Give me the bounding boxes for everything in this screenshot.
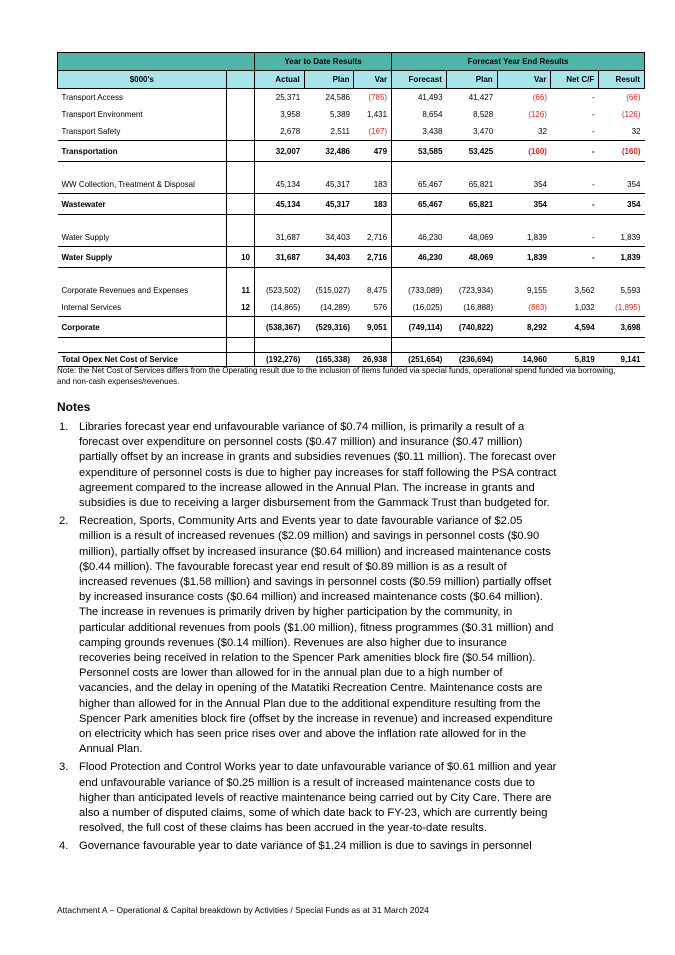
row-note-ref: [226, 89, 254, 107]
column-header-fy-plan: Plan: [446, 71, 497, 89]
table-cell: 45,317: [325, 180, 350, 189]
row-note-ref: [226, 141, 254, 162]
table-cell: -: [551, 194, 599, 215]
row-note-ref: [226, 194, 254, 215]
column-header-ytd-plan: Plan: [304, 71, 354, 89]
table-cell: (749,114): [392, 317, 447, 338]
table-cell: 32,486: [304, 141, 354, 162]
table-cell: -: [551, 141, 599, 162]
table-cell: (14,289): [320, 303, 350, 312]
table-cell: -: [592, 93, 595, 102]
table-cell: (785): [354, 89, 392, 107]
spacer-row: [58, 268, 645, 283]
table-cell: (160): [497, 141, 551, 162]
spacer-cell: [599, 162, 645, 177]
column-header-result: Result: [599, 71, 645, 89]
table-cell: 1,032: [574, 303, 595, 312]
table-cell: 24,586: [325, 93, 350, 102]
spacer-cell: [446, 268, 497, 283]
table-body: [58, 89, 645, 367]
table-cell: 4,594: [551, 317, 599, 338]
row-note-ref: 10: [226, 247, 254, 268]
note-item: [57, 420, 557, 511]
table-cell: (167): [354, 123, 392, 141]
subtotal-row: [58, 317, 645, 338]
column-header-forecast: Forecast: [392, 71, 447, 89]
table-cell: (515,027): [315, 286, 350, 295]
table-cell: (1,895): [615, 303, 641, 312]
spacer-cell: [58, 338, 227, 353]
column-header-ytd-var: Var: [354, 71, 392, 89]
note-number: 4.: [59, 840, 69, 853]
table-cell: (236,694): [446, 353, 497, 367]
spacer-cell: [446, 338, 497, 353]
spacer-cell: [58, 215, 227, 230]
table-cell: 32: [538, 127, 547, 136]
row-note-ref: 11: [226, 282, 254, 299]
table-cell: (740,822): [446, 317, 497, 338]
table-cell: 41,493: [417, 93, 443, 102]
row-label: Transport Safety: [61, 127, 121, 136]
spacer-cell: [392, 338, 447, 353]
table-row: [58, 89, 645, 107]
note-text: Flood Protection and Control Works year to date unfavourable variance of $0.61 million and year end unfavourable variance of $0.25 million is a result of increased maintenance costs due to higher than anticipated levels of reactive maintenance being carried out by City Care. There are also a number of disputed claims, some of which date back to FY-23, which are currently being resolved, the full cost of these claims has been accrued in the year-to-date results.: [79, 761, 557, 835]
note-number: 2.: [59, 515, 69, 528]
table-cell: 9,155: [526, 286, 547, 295]
table-cell: 479: [354, 141, 392, 162]
table-cell: (16,888): [463, 303, 494, 312]
row-label: Corporate: [58, 317, 227, 338]
table-cell: 5,593: [620, 286, 641, 295]
table-cell: (160): [599, 141, 645, 162]
table-cell: 65,821: [468, 180, 494, 189]
spacer-cell: [497, 268, 551, 283]
note-item: [57, 760, 557, 836]
table-cell: 1,431: [354, 106, 392, 123]
note-text: Governance favourable year to date variance of $1.24 million is due to savings in personnel: [79, 840, 532, 853]
spacer-cell: [497, 162, 551, 177]
column-header-fy-var: Var: [497, 71, 551, 89]
page-footer: Attachment A – Operational & Capital breakdown by Activities / Special Funds as at 31 March 2024: [57, 905, 429, 915]
notes-list: [57, 420, 557, 858]
row-label: Total Opex Net Cost of Service: [58, 353, 227, 367]
table-cell: 2,511: [330, 127, 350, 136]
spacer-cell: [254, 268, 304, 283]
table-cell: (538,367): [254, 317, 304, 338]
table-cell: 31,687: [254, 247, 304, 268]
spacer-cell: [254, 215, 304, 230]
table-row: [58, 299, 645, 317]
spacer-cell: [392, 268, 447, 283]
spacer-cell: [354, 338, 392, 353]
table-cell: (165,338): [304, 353, 354, 367]
table-cell: (192,276): [254, 353, 304, 367]
table-cell: 53,585: [392, 141, 447, 162]
table-row: [58, 106, 645, 123]
row-note-ref: [226, 106, 254, 123]
notes-heading: Notes: [57, 400, 91, 414]
row-label: Water Supply: [61, 233, 110, 242]
spacer-cell: [354, 268, 392, 283]
note-number: 1.: [59, 421, 69, 433]
table-cell: (863): [528, 303, 547, 312]
table-cell: 41,427: [468, 93, 494, 102]
table-cell: (14,865): [270, 303, 301, 312]
column-header-label: $000's: [58, 71, 227, 89]
ytd-group-header: Year to Date Results: [254, 53, 391, 71]
table-cell: (16,025): [412, 303, 443, 312]
spacer-cell: [551, 338, 599, 353]
table-cell: (733,089): [408, 286, 443, 295]
forecast-group-header: Forecast Year End Results: [392, 53, 645, 71]
table-cell: 31,687: [275, 233, 301, 242]
table-cell: 8,528: [473, 110, 494, 119]
table-cell: -: [592, 180, 595, 189]
table-cell: (66): [532, 93, 547, 102]
row-label: WW Collection, Treatment & Disposal: [61, 180, 195, 189]
row-label: Internal Services: [61, 303, 122, 312]
table-row: [58, 176, 645, 194]
row-note-ref: [226, 229, 254, 247]
table-cell: 65,467: [417, 180, 443, 189]
spacer-cell: [497, 215, 551, 230]
table-cell: 2,678: [280, 127, 301, 136]
spacer-cell: [226, 338, 254, 353]
spacer-cell: [599, 268, 645, 283]
table-cell: 26,938: [354, 353, 392, 367]
table-cell: 5,389: [329, 110, 350, 119]
row-label: Water Supply: [58, 247, 227, 268]
table-cell: 45,134: [254, 194, 304, 215]
column-header-net-cf: Net C/F: [551, 71, 599, 89]
table-cell: 34,403: [325, 233, 350, 242]
table-cell: -: [551, 247, 599, 268]
note-text: Libraries forecast year end unfavourable variance of $0.74 million, is primarily a result of a forecast over expenditure on personnel costs ($0.47 million) and insurance ($0.47 million) partially offset by an increase in grants and subsidies revenues ($0.11 million). The forecast over expenditure of personnel costs is due to higher pay increases for staff following the PSA contract agreement compared to the increase allowed in the Annual Plan. The increase in grants and subsidies is due to receiving a larger disbursement from the Gammack Trust than budgeted for.: [79, 421, 557, 510]
spacer-cell: [446, 162, 497, 177]
table-cell: 3,698: [599, 317, 645, 338]
table-cell: 14,960: [497, 353, 551, 367]
spacer-cell: [58, 162, 227, 177]
spacer-cell: [392, 162, 447, 177]
spacer-cell: [304, 268, 354, 283]
spacer-row: [58, 162, 645, 177]
subtotal-row: [58, 247, 645, 268]
spacer-cell: [226, 215, 254, 230]
table-cell: 183: [354, 176, 392, 194]
spacer-cell: [304, 162, 354, 177]
subtotal-row: [58, 194, 645, 215]
spacer-cell: [551, 162, 599, 177]
row-label: Wastewater: [58, 194, 227, 215]
group-header-row: [58, 53, 645, 71]
table-cell: 3,470: [473, 127, 494, 136]
table-row: [58, 123, 645, 141]
table-cell: 46,230: [417, 233, 443, 242]
note-item: [57, 514, 557, 757]
subtotal-row: [58, 141, 645, 162]
spacer-cell: [354, 162, 392, 177]
spacer-cell: [551, 215, 599, 230]
table-cell: 1,839: [620, 233, 641, 242]
table-cell: 8,475: [354, 282, 392, 299]
spacer-cell: [392, 215, 447, 230]
table-cell: 576: [354, 299, 392, 317]
table-cell: 8,292: [497, 317, 551, 338]
table-cell: (126): [621, 110, 641, 119]
row-label: Transport Access: [61, 93, 124, 102]
spacer-cell: [254, 162, 304, 177]
table-cell: 9,141: [599, 353, 645, 367]
table-cell: 8,654: [422, 110, 443, 119]
spacer-cell: [354, 215, 392, 230]
table-cell: 3,958: [280, 110, 301, 119]
table-cell: 9,051: [354, 317, 392, 338]
column-header-note: [226, 71, 254, 89]
table-cell: 1,839: [497, 247, 551, 268]
spacer-cell: [226, 162, 254, 177]
table-cell: 5,819: [551, 353, 599, 367]
note-text: Recreation, Sports, Community Arts and Events year to date favourable variance of $2.05 million is a result of increased revenues ($2.09 million) and savings in personnel costs ($0.90 million), partially offset by increased insurance ($0.64 million) and increased maintenance costs ($0.44 million). The favourable forecast year end result of $0.89 million is as a result of increased revenues ($1.58 million) and savings in personnel costs ($0.59 million) partially offset by increased insurance costs ($0.64 million) and increased maintenance costs ($0.64 million). The increase in revenues is primarily driven by higher participation by the community, in particular additional revenues from pools ($1.00 million), fitness programmes ($0.31 million) and camping grounds revenues ($0.14 million). Revenues are also higher due to insurance recoveries being received in relation to the Spencer Park amenities block fire ($0.54 million). Personnel costs are lower than allowed for in the annual plan due to a high number of vacancies, and the delay in opening of the Matatiki Recreation Centre. Maintenance costs are higher than allowed for in the Annual Plan due to the additional expenditure resulting from the Spencer Park amenities block fire (offset by the increase in revenue) and increased expenditure on electricity which has seen price rises over and above the inflation rate allowed for in the Annual Plan.: [79, 515, 554, 756]
table-cell: 48,069: [446, 247, 497, 268]
table-cell: 34,403: [304, 247, 354, 268]
row-note-ref: [226, 176, 254, 194]
table-cell: 53,425: [446, 141, 497, 162]
table-cell: 354: [497, 194, 551, 215]
spacer-row: [58, 338, 645, 353]
table-row: [58, 229, 645, 247]
column-header-row: [58, 71, 645, 89]
table-cell: 32: [631, 127, 641, 136]
table-cell: (723,934): [458, 286, 494, 295]
table-footnote: Note: the Net Cost of Services differs from the Operating result due to the inclusion of items funded via special funds, operational spend funded via borrowing, and non-cash expenses/revenues.: [57, 366, 616, 386]
table-row: [58, 282, 645, 299]
table-cell: (529,316): [304, 317, 354, 338]
spacer-cell: [226, 268, 254, 283]
spacer-cell: [599, 215, 645, 230]
table-cell: 32,007: [254, 141, 304, 162]
table-cell: 65,467: [392, 194, 447, 215]
table-cell: 46,230: [392, 247, 447, 268]
note-number: 3.: [59, 761, 69, 774]
table-cell: 45,134: [275, 180, 301, 189]
spacer-cell: [254, 338, 304, 353]
table-cell: -: [592, 233, 595, 242]
table-cell: (251,654): [392, 353, 447, 367]
table-cell: 25,371: [275, 93, 301, 102]
table-cell: 354: [627, 180, 641, 189]
table-cell: -: [592, 127, 595, 136]
row-label: Corporate Revenues and Expenses: [61, 286, 189, 295]
table-cell: 354: [599, 194, 645, 215]
table-cell: 1,839: [526, 233, 547, 242]
note-item: [57, 839, 557, 854]
row-label: Transport Environment: [61, 110, 143, 119]
table-cell: (523,502): [265, 286, 301, 295]
spacer-row: [58, 215, 645, 230]
table-cell: (126): [528, 110, 547, 119]
row-note-ref: 12: [226, 299, 254, 317]
table-cell: 65,821: [446, 194, 497, 215]
spacer-cell: [551, 268, 599, 283]
spacer-cell: [304, 338, 354, 353]
spacer-cell: [599, 338, 645, 353]
spacer-cell: [446, 215, 497, 230]
table-cell: 2,716: [354, 229, 392, 247]
table-cell: 3,562: [574, 286, 595, 295]
table-cell: 354: [533, 180, 547, 189]
spacer-cell: [58, 268, 227, 283]
row-label: Transportation: [58, 141, 227, 162]
table-cell: -: [592, 110, 595, 119]
spacer-cell: [497, 338, 551, 353]
column-header-actual: Actual: [254, 71, 304, 89]
table-cell: 3,438: [422, 127, 443, 136]
table-cell: 1,839: [599, 247, 645, 268]
table-cell: 48,069: [468, 233, 494, 242]
spacer-cell: [304, 215, 354, 230]
group-header-blank: [58, 53, 255, 71]
opex-net-cost-table: [57, 52, 645, 367]
row-note-ref: [226, 317, 254, 338]
table-cell: 45,317: [304, 194, 354, 215]
table-cell: (66): [626, 93, 641, 102]
table-cell: 2,716: [354, 247, 392, 268]
table-cell: 183: [354, 194, 392, 215]
financial-table-container: [57, 52, 645, 367]
row-note-ref: [226, 123, 254, 141]
